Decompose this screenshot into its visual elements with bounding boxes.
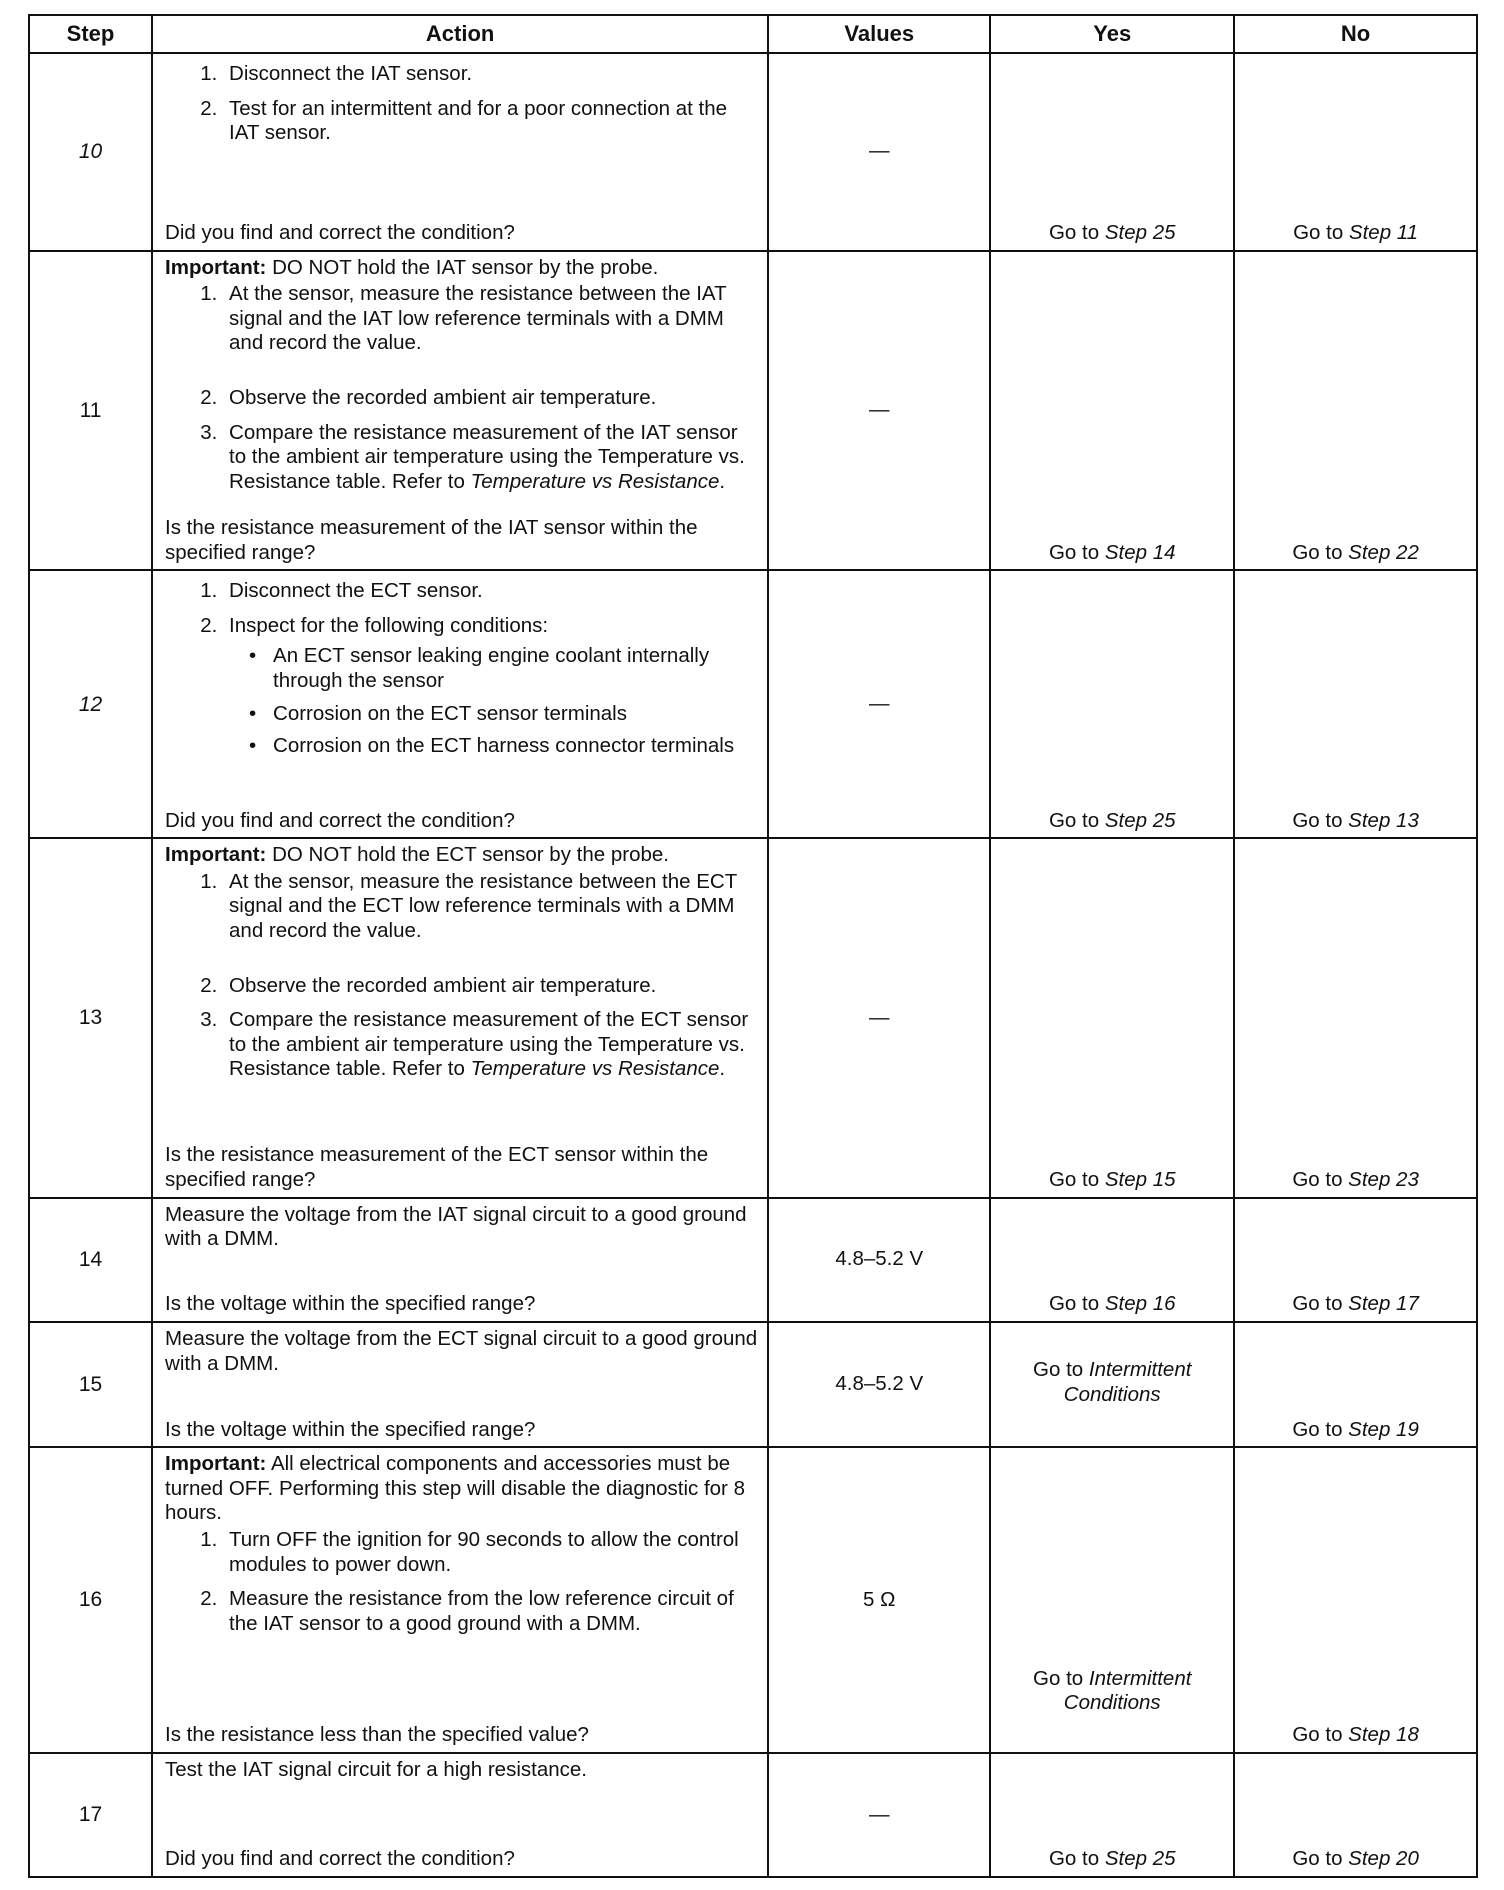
yes-prefix: Go to xyxy=(1048,220,1105,244)
no-cell: Go to Step 19 xyxy=(1234,1322,1477,1447)
yes-cell: Go to Intermittent Conditions xyxy=(990,1322,1234,1447)
list-item: 1. At the sensor, measure the resistance between the IAT signal and the IAT low reference terminals with a DMM and record the value. xyxy=(223,282,757,356)
important-label: Important: xyxy=(165,1452,267,1476)
list-item: 3. Compare the resistance measurement of the IAT sensor to the ambient air temperature using the Temperature vs. Resistance table. Refer to Temperature vs Resistance. xyxy=(223,421,757,495)
action-list xyxy=(165,1528,757,1636)
no-link[interactable]: Step 13 xyxy=(1348,808,1419,832)
action-text: Measure the voltage from the IAT signal circuit to a good ground with a DMM. xyxy=(165,1202,747,1251)
step-number: 17 xyxy=(29,1753,152,1877)
yes-cell: Go to Step 16 xyxy=(990,1198,1234,1322)
no-cell: Go to Step 17 xyxy=(1234,1198,1477,1322)
important-note xyxy=(165,1452,757,1526)
action-list xyxy=(165,60,757,156)
yes-cell: Go to Step 25 xyxy=(990,1753,1234,1877)
no-cell: Go to Step 18 xyxy=(1234,1447,1477,1753)
yes-link[interactable]: Step 25 xyxy=(1104,220,1176,244)
yes-link[interactable]: Intermittent Conditions xyxy=(1063,1357,1192,1406)
question-text: Is the resistance measurement of the IAT sensor within the specified range? xyxy=(165,516,698,564)
yes-cell: Go to Step 15 xyxy=(990,838,1234,1198)
table-row xyxy=(29,251,1477,571)
no-link[interactable]: Step 22 xyxy=(1348,540,1419,564)
no-cell: Go to Step 23 xyxy=(1234,838,1477,1198)
values-cell: — xyxy=(768,1753,990,1877)
question-text: Did you find and correct the condition? xyxy=(165,220,515,244)
values-cell: — xyxy=(768,251,990,571)
bullet-item: • Corrosion on the ECT sensor terminals xyxy=(267,702,757,727)
question-text: Did you find and correct the condition? xyxy=(165,1847,515,1871)
list-item: 2. Observe the recorded ambient air temperature. xyxy=(223,386,757,411)
important-text: DO NOT hold the ECT sensor by the probe. xyxy=(266,843,669,867)
important-text: DO NOT hold the IAT sensor by the probe. xyxy=(266,255,659,279)
reference-link[interactable]: Temperature vs Resistance xyxy=(470,469,720,493)
step-number: 10 xyxy=(29,53,152,251)
header-values: Values xyxy=(768,15,990,53)
important-note xyxy=(165,256,757,281)
action-text: Test the IAT signal circuit for a high resistance. xyxy=(165,1757,587,1781)
yes-cell: Go to Step 25 xyxy=(990,570,1234,838)
no-link[interactable]: Step 20 xyxy=(1348,1847,1419,1871)
table-row xyxy=(29,1322,1477,1447)
action-cell xyxy=(152,1198,768,1322)
list-item: 1. Disconnect the IAT sensor. xyxy=(223,62,757,87)
table-row xyxy=(29,53,1477,251)
header-yes: Yes xyxy=(990,15,1234,53)
yes-cell: Go to Intermittent Conditions xyxy=(990,1447,1234,1753)
table-row xyxy=(29,1753,1477,1877)
no-link[interactable]: Step 23 xyxy=(1348,1168,1419,1192)
yes-link[interactable]: Step 25 xyxy=(1104,1847,1176,1871)
values-cell: 5 Ω xyxy=(768,1447,990,1753)
step-number: 11 xyxy=(29,251,152,571)
important-note xyxy=(165,843,757,868)
list-item: 2. Observe the recorded ambient air temperature. xyxy=(223,974,757,999)
list-item: 2. Inspect for the following conditions: • An ECT sensor leaking engine coolant internally through the sensor • Corrosion on the ECT sensor terminals • Corrosion on the ECT harness connector terminals xyxy=(223,614,757,759)
action-list xyxy=(165,282,757,494)
action-list xyxy=(165,870,757,1082)
step-number: 16 xyxy=(29,1447,152,1753)
list-item: 2. Measure the resistance from the low reference circuit of the IAT sensor to a good ground with a DMM. xyxy=(223,1587,757,1636)
action-text: Measure the voltage from the ECT signal circuit to a good ground with a DMM. xyxy=(165,1326,758,1375)
values-cell: 4.8–5.2 V xyxy=(768,1198,990,1322)
no-prefix: Go to xyxy=(1293,220,1349,244)
list-item: 1. Turn OFF the ignition for 90 seconds to allow the control modules to power down. xyxy=(223,1528,757,1577)
question-text: Is the voltage within the specified range? xyxy=(165,1292,536,1316)
question-text: Did you find and correct the condition? xyxy=(165,808,515,832)
step-number: 15 xyxy=(29,1322,152,1447)
no-link[interactable]: Step 11 xyxy=(1348,220,1419,244)
action-cell xyxy=(152,53,768,251)
no-link[interactable]: Step 19 xyxy=(1348,1417,1419,1441)
values-cell: 4.8–5.2 V xyxy=(768,1322,990,1447)
no-cell: Go to Step 22 xyxy=(1234,251,1477,571)
action-cell xyxy=(152,1753,768,1877)
header-action: Action xyxy=(152,15,768,53)
yes-link[interactable]: Step 15 xyxy=(1104,1168,1176,1192)
list-item: 1. Disconnect the ECT sensor. xyxy=(223,579,757,604)
action-cell xyxy=(152,251,768,571)
action-cell xyxy=(152,570,768,838)
question-text: Is the resistance measurement of the ECT sensor within the specified range? xyxy=(165,1143,709,1192)
question-text: Is the voltage within the specified range? xyxy=(165,1417,536,1441)
step-number: 14 xyxy=(29,1198,152,1322)
yes-cell xyxy=(990,53,1234,251)
table-row xyxy=(29,570,1477,838)
action-cell xyxy=(152,838,768,1198)
bullet-item: • Corrosion on the ECT harness connector terminals xyxy=(267,734,757,759)
question-text: Is the resistance less than the specified value? xyxy=(165,1723,589,1747)
yes-cell: Go to Step 14 xyxy=(990,251,1234,571)
bullet-list xyxy=(229,644,757,758)
list-item: 2. Test for an intermittent and for a poor connection at the IAT sensor. xyxy=(223,97,757,146)
list-item: 1. At the sensor, measure the resistance between the ECT signal and the ECT low reference terminals with a DMM and record the value. xyxy=(223,870,757,944)
reference-link[interactable]: Temperature vs Resistance xyxy=(470,1057,720,1081)
values-cell: — xyxy=(768,570,990,838)
yes-link[interactable]: Step 25 xyxy=(1104,808,1176,832)
no-link[interactable]: Step 18 xyxy=(1348,1723,1419,1747)
no-link[interactable]: Step 17 xyxy=(1348,1292,1419,1316)
yes-link[interactable]: Intermittent Conditions xyxy=(1063,1666,1192,1715)
important-text: All electrical components and accessories must be turned OFF. Performing this step will disable the diagnostic for 8 hours. xyxy=(165,1452,745,1525)
step-number: 13 xyxy=(29,838,152,1198)
action-cell xyxy=(152,1322,768,1447)
header-row xyxy=(29,15,1477,53)
table-row xyxy=(29,838,1477,1198)
table-row xyxy=(29,1447,1477,1753)
yes-link[interactable]: Step 14 xyxy=(1104,540,1176,564)
no-cell: Go to Step 20 xyxy=(1234,1753,1477,1877)
values-cell: — xyxy=(768,838,990,1198)
no-cell xyxy=(1234,53,1477,251)
step-number: 12 xyxy=(29,570,152,838)
bullet-item: • An ECT sensor leaking engine coolant internally through the sensor xyxy=(267,644,757,693)
values-cell: — xyxy=(768,53,990,251)
header-step: Step xyxy=(29,15,152,53)
list-item: 3. Compare the resistance measurement of the ECT sensor to the ambient air temperature using the Temperature vs. Resistance table. Refer to Temperature vs Resistance. xyxy=(223,1008,757,1082)
table-row xyxy=(29,1198,1477,1322)
no-cell: Go to Step 13 xyxy=(1234,570,1477,838)
yes-link[interactable]: Step 16 xyxy=(1104,1292,1176,1316)
important-label: Important: xyxy=(165,843,267,867)
action-list xyxy=(165,577,757,769)
diagnostic-table xyxy=(28,14,1478,1878)
header-no: No xyxy=(1234,15,1477,53)
action-cell xyxy=(152,1447,768,1753)
important-label: Important: xyxy=(165,255,267,279)
